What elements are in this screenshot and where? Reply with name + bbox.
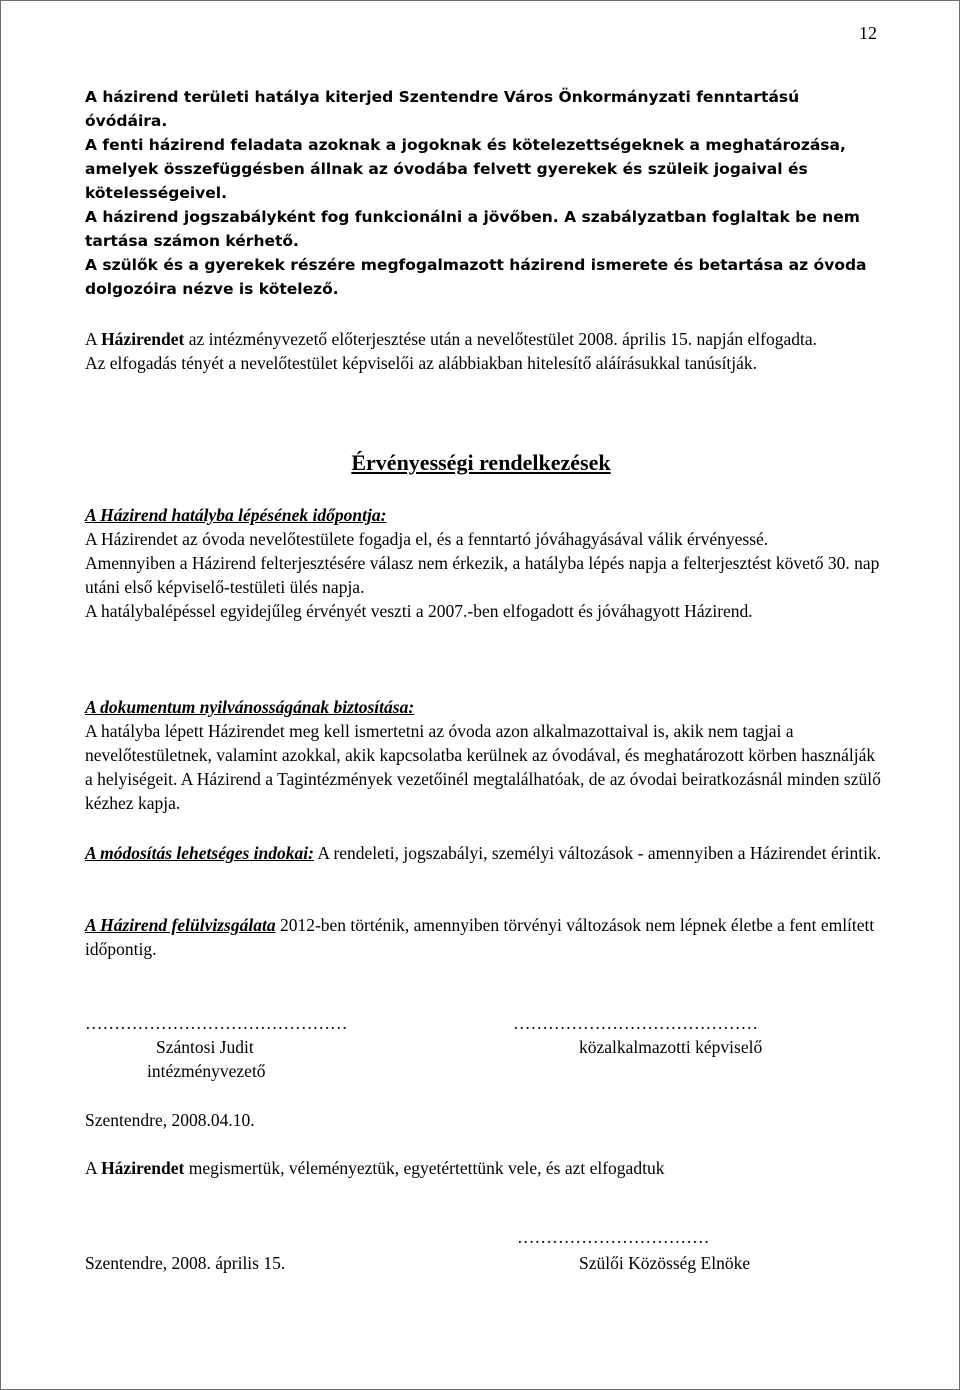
- final-place-date: Szentendre, 2008. április 15.: [85, 1253, 286, 1273]
- modification-paragraph: [85, 841, 885, 865]
- review-text: 2012-ben történik, amennyiben törvényi változások nem lépnek életbe a fent említett időpontig.: [85, 915, 875, 959]
- left-signer-title: intézményvezető: [147, 1061, 266, 1081]
- review-section: [85, 913, 885, 961]
- signature-line-left: ………………………………………: [85, 1013, 348, 1033]
- acceptance-statement: [85, 1156, 885, 1180]
- effective-line: A hatálybalépéssel egyidejűleg érvényét veszti a 2007.-ben elfogadott és jóváhagyott Házirend.: [85, 601, 753, 621]
- publicity-section: [85, 695, 885, 815]
- adoption-section: [85, 327, 885, 375]
- modification-section: [85, 841, 885, 865]
- intro-section: [85, 85, 885, 301]
- intro-paragraph: A házirend területi hatálya kiterjed Szentendre Város Önkormányzati fenntartású óvódáira.: [85, 88, 800, 130]
- review-heading: A Házirend felülvizsgálata: [85, 915, 276, 935]
- page-number: 12: [859, 23, 877, 43]
- adoption-rest: az intézményvezető előterjesztése után a nevelőtestület 2008. április 15. napján elfogadta.: [184, 329, 818, 349]
- acceptance-bold: Házirendet: [101, 1158, 185, 1178]
- place-date: Szentendre, 2008.04.10.: [85, 1110, 255, 1130]
- review-paragraph: [85, 913, 885, 961]
- acceptance-rest: megismertük, véleményeztük, egyetértettünk vele, és azt elfogadtuk: [184, 1158, 665, 1178]
- modification-text: A rendeleti, jogszabályi, személyi változások - amennyiben a Házirendet érintik.: [313, 843, 882, 863]
- modification-heading: A módosítás lehetséges indokai:: [85, 843, 314, 863]
- left-signer-name: Szántosi Judit: [156, 1037, 254, 1057]
- effective-line: A Házirendet az óvoda nevelőtestülete fogadja el, és a fenntartó jóváhagyásával válik érvényessé.: [85, 529, 769, 549]
- effective-heading: A Házirend hatályba lépésének időpontja:: [85, 505, 387, 525]
- adoption-line2: Az elfogadás tényét a nevelőtestület képviselői az alábbiakban hitelesítő aláírásukkal tanúsítják.: [85, 353, 758, 373]
- intro-paragraph: A házirend jogszabályként fog funkcionálni a jövőben. A szabályzatban foglaltak be nem tartása számon kérhető.: [85, 208, 860, 250]
- right-signer-title: közalkalmazotti képviselő: [579, 1037, 763, 1057]
- publicity-heading: A dokumentum nyilvánosságának biztosítása:: [85, 697, 415, 717]
- intro-paragraph: A szülők és a gyerekek részére megfogalmazott házirend ismerete és betartása az óvoda dolgozóira nézve is kötelező.: [85, 256, 867, 298]
- effective-line: Amennyiben a Házirend felterjesztésére válasz nem érkezik, a hatályba lépés napja a felterjesztést követő 30. nap utáni első képviselő-testületi ülés napja.: [85, 553, 880, 597]
- publicity-text: A hatályba lépett Házirendet meg kell ismertetni az óvoda azon alkalmazottaival is, akik nem tagjai a nevelőtestületnek, valamint azokkal, akik kapcsolatba kerülnek az óvodával, és meghatározott körben használják a helyiségeit. A Házirend a Tagintézmények vezetőinél megtalálhatóak, de az óvodai beiratkozásnál minden szülő kézhez kapja.: [85, 721, 881, 813]
- adoption-paragraph: [85, 327, 885, 351]
- signature-line-right: ……………………………………: [513, 1013, 758, 1033]
- intro-paragraph: A fenti házirend feladata azoknak a jogoknak és kötelezettségeknek a meghatározása, amelyek összefüggésben állnak az óvodába felvett gyerekek és szüleik jogaival és kötelességeivel.: [85, 136, 846, 202]
- section-title: Érvényességi rendelkezések: [351, 450, 611, 475]
- adoption-prefix: A: [85, 329, 102, 349]
- final-signature-line: ……………………………: [517, 1227, 710, 1247]
- final-signer: Szülői Közösség Elnöke: [579, 1253, 751, 1273]
- acceptance-prefix: A: [85, 1158, 102, 1178]
- adoption-bold: Házirendet: [101, 329, 185, 349]
- effective-section: [85, 503, 885, 623]
